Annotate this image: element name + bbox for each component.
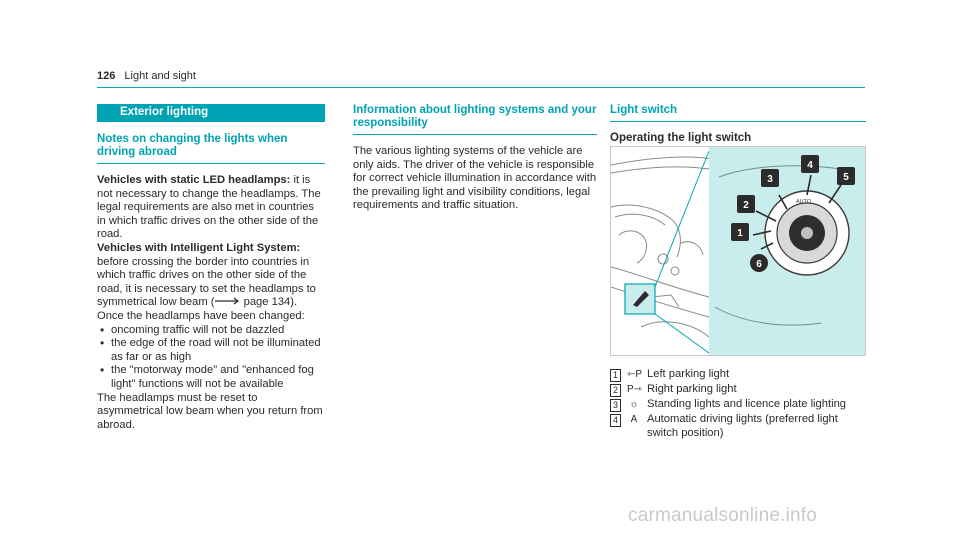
standing-lights-icon: ☼ bbox=[629, 399, 639, 410]
heading-rule bbox=[610, 121, 866, 122]
page-header bbox=[97, 70, 196, 82]
page-ref-arrow-icon bbox=[215, 296, 241, 308]
left-parking-light-icon: ⇽P bbox=[627, 369, 643, 380]
list-item: • the edge of the road will not be illuminated as far or as high bbox=[97, 337, 325, 364]
subheading-driving-abroad: Notes on changing the lights when driving abroad bbox=[97, 133, 288, 158]
heading-light-switch: Light switch bbox=[610, 104, 678, 116]
figure-label-6: 6 bbox=[756, 259, 762, 270]
light-switch-knob bbox=[765, 191, 849, 275]
watermark: carmanualsonline.info bbox=[628, 505, 818, 526]
legend-number: 1 bbox=[610, 369, 621, 382]
section-bar-title: Exterior lighting bbox=[97, 104, 325, 122]
subheading-operating: Operating the light switch bbox=[610, 132, 752, 144]
text-static-led: it is not necessary to change the headlamps. The legal requirements are also met in countries in which traffic drives on the other side of the road. bbox=[97, 174, 321, 241]
page-number: 126 bbox=[97, 70, 116, 82]
auto-icon: A bbox=[630, 414, 638, 425]
label-static-led: Vehicles with static LED headlamps: bbox=[97, 174, 291, 186]
legend-text: Standing lights and licence plate lighting bbox=[647, 398, 847, 410]
list-item bbox=[610, 413, 866, 440]
figure-label-5: 5 bbox=[843, 172, 849, 183]
switch-auto-label: AUTO bbox=[796, 199, 812, 205]
paragraph-reset: The headlamps must be reset to asymmetrical low beam when you return from abroad. bbox=[97, 391, 323, 431]
column-exterior-lighting bbox=[97, 104, 325, 432]
column-responsibility bbox=[353, 104, 597, 213]
right-parking-light-icon: P⇾ bbox=[627, 384, 643, 395]
figure-label-1: 1 bbox=[737, 228, 743, 239]
paragraph-static-led bbox=[97, 174, 325, 242]
heading-responsibility: Information about lighting systems and your responsibility bbox=[353, 104, 597, 129]
page-ref-link[interactable]: page 134). bbox=[240, 296, 298, 309]
legend-text: Automatic driving lights (preferred light switch position) bbox=[647, 413, 838, 439]
legend-number: 4 bbox=[610, 414, 621, 427]
list-item bbox=[610, 368, 866, 382]
legend-number: 2 bbox=[610, 384, 621, 397]
column-light-switch bbox=[610, 104, 866, 145]
subheading-rule bbox=[97, 163, 325, 164]
paragraph-intelligent-light bbox=[97, 242, 325, 310]
paragraph-once-changed: Once the headlamps have been changed: bbox=[97, 309, 305, 322]
legend-number: 3 bbox=[610, 399, 621, 412]
heading-rule bbox=[353, 134, 597, 135]
text-intelligent-light: before crossing the border into countries in which traffic drives on the other side of the road, it is necessary to set the headlamps to symmetrical low beam ( bbox=[97, 255, 316, 309]
label-intelligent-light: Vehicles with Intelligent Light System: bbox=[97, 241, 301, 254]
paragraph-responsibility: The various lighting systems of the vehicle are only aids. The driver of the vehicle is responsible for correct vehicle illumination in accordance with the prevailing light and visibility conditions, legal requirements and traffic situation. bbox=[353, 145, 597, 212]
section-title: Light and sight bbox=[124, 70, 196, 82]
legend-text: Right parking light bbox=[647, 383, 737, 395]
legend-text: Left parking light bbox=[647, 368, 730, 380]
list-item bbox=[610, 398, 866, 412]
list-item bbox=[610, 383, 866, 397]
figure-legend bbox=[610, 368, 866, 441]
header-rule bbox=[97, 87, 865, 88]
figure-label-3: 3 bbox=[767, 174, 773, 185]
dashboard-illustration bbox=[611, 147, 865, 355]
list-item: • oncoming traffic will not be dazzled bbox=[97, 324, 325, 338]
bullet-list bbox=[97, 324, 325, 392]
figure-label-4: 4 bbox=[807, 160, 813, 171]
figure-label-2: 2 bbox=[743, 200, 749, 211]
light-switch-figure bbox=[610, 146, 866, 356]
list-item: • the "motorway mode" and "enhanced fog light" functions will not be available bbox=[97, 364, 325, 391]
